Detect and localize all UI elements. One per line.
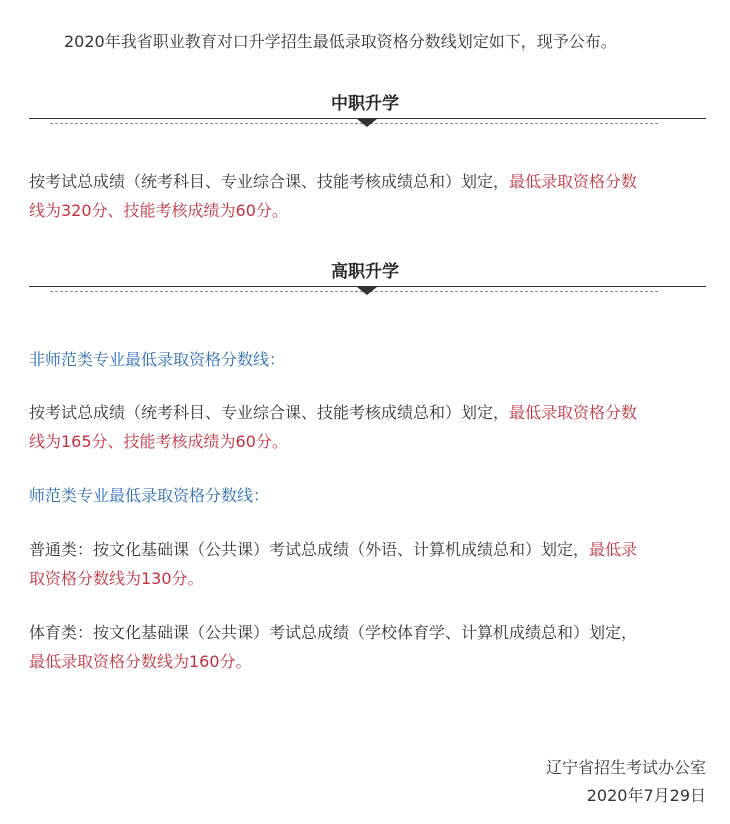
section-divider-dashed [50, 291, 658, 292]
general-rule-text: 普通类：按文化基础课（公共课）考试总成绩（外语、计算机成绩总和）划定， [29, 540, 590, 559]
pe-category-line2: 最低录取资格分数线为160分。 [29, 652, 252, 671]
nonteacher-rule-text: 按考试总成绩（统考科目、专业综合课、技能考核成绩总和）划定， [29, 403, 510, 422]
nonteacher-paragraph-line1 [29, 398, 706, 427]
pe-category-line1: 体育类：按文化基础课（公共课）考试总成绩（学校体育学、计算机成绩总和）划定， [29, 623, 638, 642]
nonteacher-heading: 非师范类专业最低录取资格分数线： [29, 350, 286, 369]
section-divider-dashed [50, 123, 658, 124]
section1-score-highlight: 最低录取资格分数 [509, 172, 638, 191]
signature-date: 2020年7月29日 [586, 786, 706, 805]
section1-paragraph-line1 [29, 167, 706, 196]
signature-organization: 辽宁省招生考试办公室 [545, 758, 706, 777]
nonteacher-score-highlight: 最低录取资格分数 [509, 403, 638, 422]
section1-rule-text: 按考试总成绩（统考科目、专业综合课、技能考核成绩总和）划定， [29, 172, 510, 191]
nonteacher-paragraph-line2: 线为165分、技能考核成绩为60分。 [29, 432, 288, 451]
section-title-higher-vocational: 高职升学 [331, 262, 399, 282]
teacher-heading: 师范类专业最低录取资格分数线： [29, 486, 270, 505]
general-score-highlight: 最低录 [589, 540, 638, 559]
section-title-secondary-vocational: 中职升学 [331, 94, 399, 114]
section-divider-triangle-icon [357, 287, 377, 295]
general-category-line2: 取资格分数线为130分。 [29, 569, 204, 588]
section-divider-triangle-icon [357, 119, 377, 127]
intro-paragraph: 2020年我省职业教育对口升学招生最低录取资格分数线划定如下，现予公布。 [64, 32, 617, 51]
general-category-line1 [29, 535, 706, 564]
section1-paragraph-line2: 线为320分、技能考核成绩为60分。 [29, 201, 288, 220]
